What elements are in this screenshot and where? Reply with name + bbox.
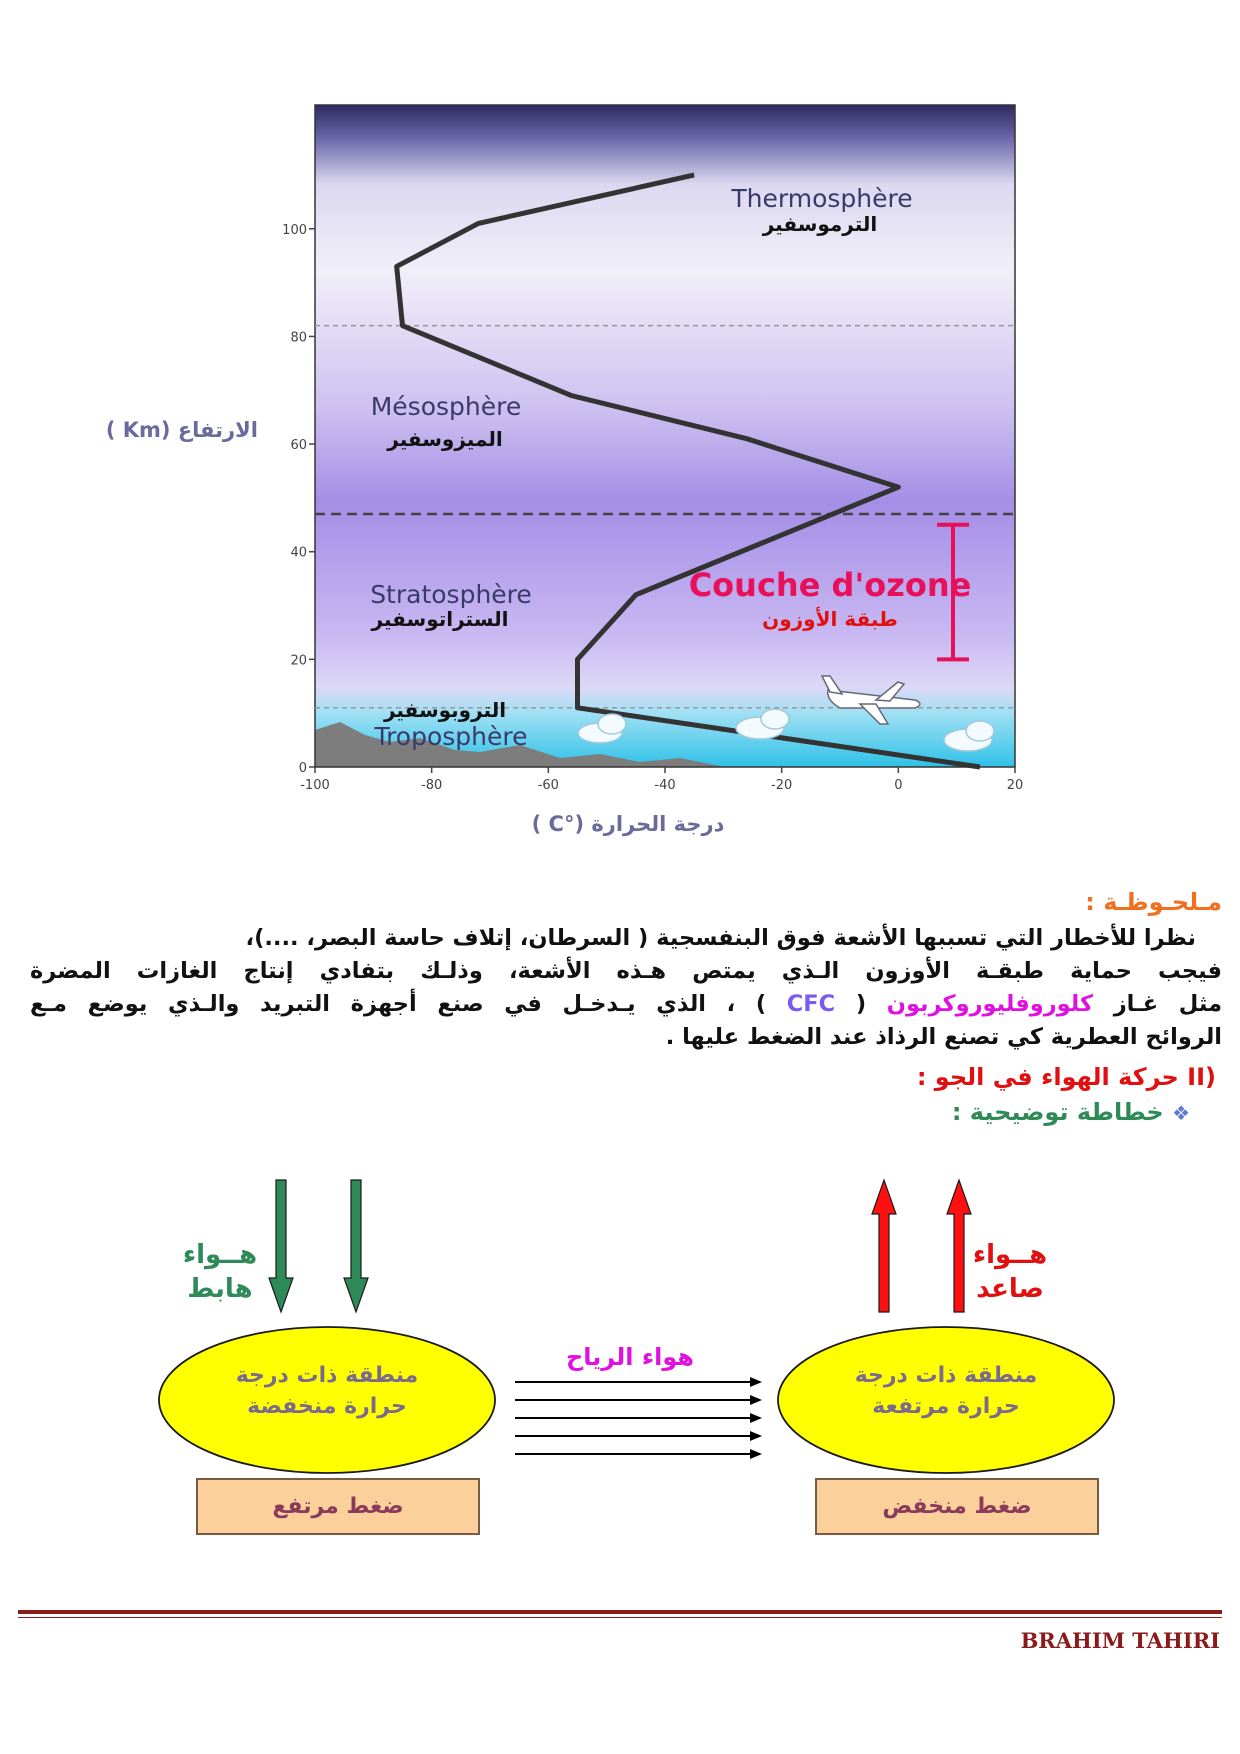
subtitle-text: خطاطة توضيحية : xyxy=(951,1098,1164,1126)
low-temp-line-1: منطقة ذات درجة xyxy=(235,1363,419,1388)
footer-rule xyxy=(18,1610,1222,1614)
y-tick-label: 60 xyxy=(290,438,307,454)
footer-rule-thin xyxy=(18,1617,1222,1618)
high-temperature-zone-label xyxy=(809,1360,1083,1422)
y-tick-label: 0 xyxy=(298,761,307,776)
x-axis-label: درجة الحرارة (°C ) xyxy=(531,812,725,836)
descending-arrows xyxy=(269,1180,368,1312)
descending-air-line-1: هــواء xyxy=(182,1240,258,1270)
rising-air-line-1: هــواء xyxy=(972,1240,1048,1270)
layer-label-thermosphere-ar: الترموسفير xyxy=(762,212,878,236)
cfc-name: كلوروفليوروكربون xyxy=(886,991,1094,1017)
layer-label-mesosphere: Mésosphère xyxy=(370,392,522,421)
rising-air-line-2: صاعد xyxy=(976,1274,1044,1304)
section-title: حركة الهواء في الجو : xyxy=(916,1063,1179,1091)
footer-author: BRAHIM TAHIRI xyxy=(1020,1628,1220,1653)
layer-label-mesosphere-ar: الميزوسفير xyxy=(387,427,503,451)
descending-air-label xyxy=(170,1238,270,1306)
cfc-abbrev: CFC xyxy=(786,991,836,1017)
y-tick-label: 80 xyxy=(290,330,307,346)
y-tick-label: 40 xyxy=(290,545,307,561)
note-line-3: مثل غـاز كلوروفليوروكربون ( CFC ) ، الذي يـدخـل في صنع أجهزة التبريد والـذي يوضع مـع xyxy=(30,991,1223,1017)
y-tick-label: 100 xyxy=(282,222,307,238)
x-tick-label: -80 xyxy=(421,778,443,793)
wind-arrows xyxy=(515,1382,760,1454)
ozone-label-fr: Couche d'ozone xyxy=(688,566,972,604)
layer-label-stratosphere: Stratosphère xyxy=(370,580,532,609)
diamond-bullet-icon: ❖ xyxy=(1172,1101,1190,1125)
x-tick-label: -20 xyxy=(771,778,793,793)
ozone-label-ar: طبقة الأوزون xyxy=(762,607,898,631)
y-axis-label: الارتفاع (Km ) xyxy=(105,418,258,442)
x-tick-label: -40 xyxy=(654,778,676,793)
section-heading xyxy=(917,1063,1216,1091)
section-number: II) xyxy=(1187,1063,1216,1091)
note-line-2: فيجب حماية طبقـة الأوزون الـذي يمتص هـذه الأشعة، وذلـك بتفادي إنتاج الغازات المضرة xyxy=(30,958,1222,984)
y-tick-label: 20 xyxy=(290,653,307,669)
high-pressure-box: ضغط مرتفع xyxy=(196,1478,480,1535)
x-tick-label: 20 xyxy=(1006,778,1024,793)
section-subtitle xyxy=(952,1098,1190,1126)
descending-air-line-2: هابط xyxy=(187,1274,253,1304)
layer-label-thermosphere: Thermosphère xyxy=(731,184,913,213)
x-tick-label: -100 xyxy=(300,778,330,793)
note-paragraph xyxy=(30,922,1222,1054)
low-temperature-zone-label xyxy=(190,1360,464,1422)
x-tick-label: -60 xyxy=(537,778,559,793)
note-title: مـلحـوظـة : xyxy=(1085,888,1222,916)
layer-label-troposphere: Troposphère xyxy=(374,722,528,751)
atmosphere-figure xyxy=(0,0,1240,800)
wind-label: هواء الرياح xyxy=(565,1343,695,1371)
high-temp-line-2: حرارة مرتفعة xyxy=(872,1394,1020,1419)
note-line-4: الروائح العطرية كي تصنع الرذاذ عند الضغط عليها . xyxy=(665,1024,1222,1050)
low-temp-line-2: حرارة منخفضة xyxy=(247,1394,407,1419)
high-temp-line-1: منطقة ذات درجة xyxy=(854,1363,1038,1388)
x-tick-label: 0 xyxy=(894,778,903,793)
rising-air-label xyxy=(955,1238,1065,1306)
note-line-1: نظرا للأخطار التي تسببها الأشعة فوق البنفسجية ( السرطان، إتلاف حاسة البصر، ....)، xyxy=(245,925,1196,951)
layer-label-troposphere-ar: التروبوسفير xyxy=(383,698,507,722)
low-pressure-box: ضغط منخفض xyxy=(815,1478,1099,1535)
layer-label-stratosphere-ar: الستراتوسفير xyxy=(371,607,509,631)
